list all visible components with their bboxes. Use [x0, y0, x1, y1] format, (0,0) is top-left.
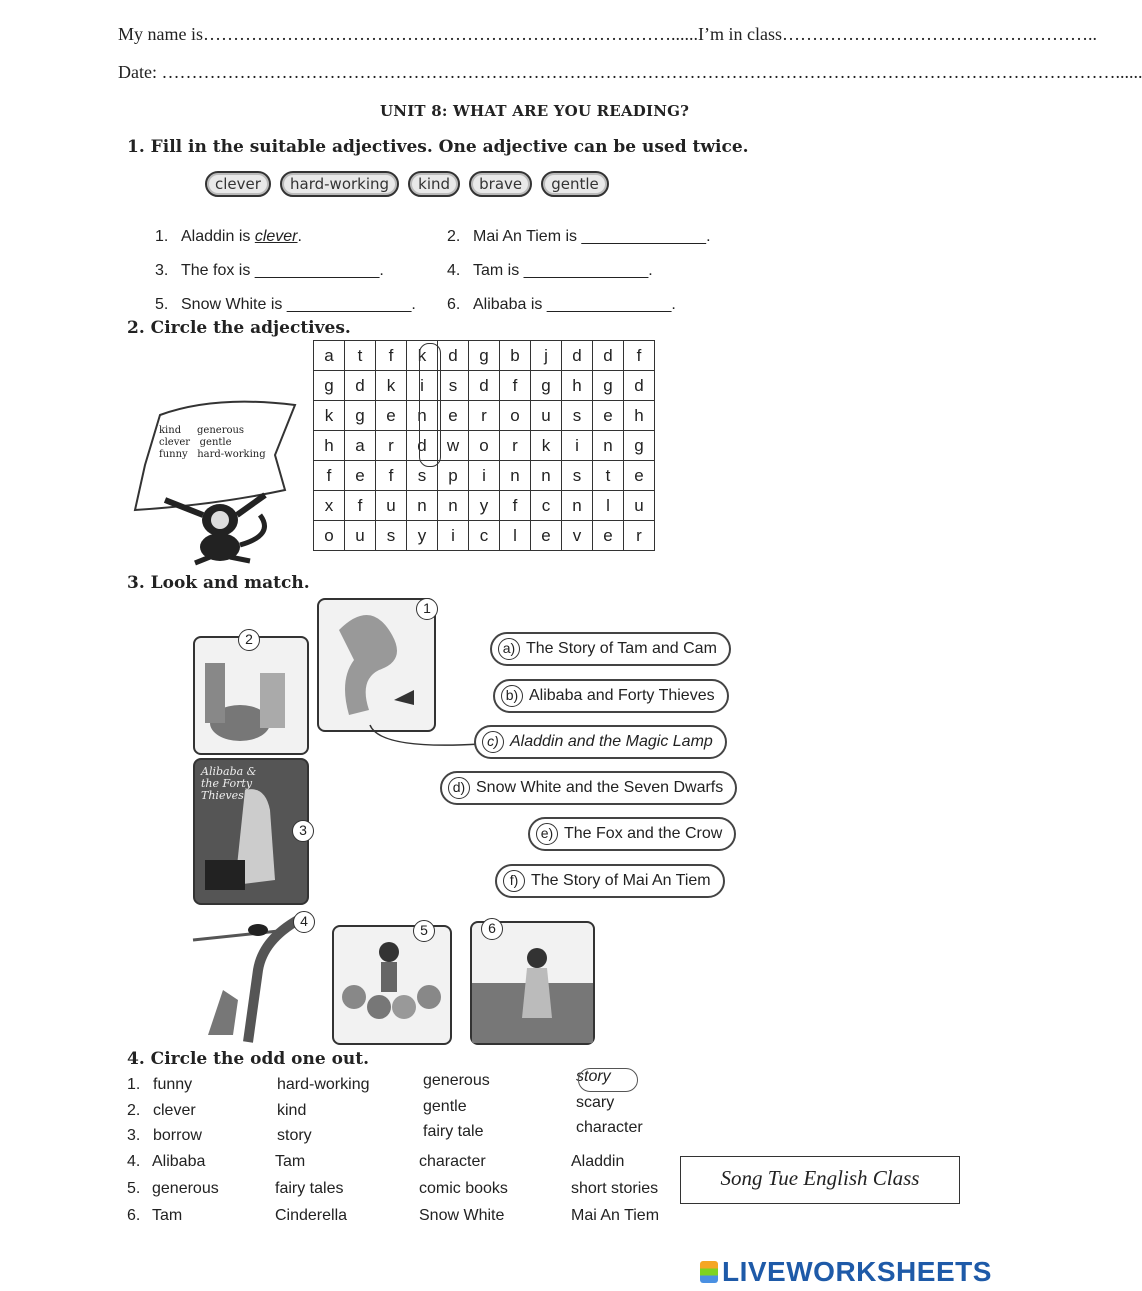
fill-item-2	[447, 228, 711, 246]
item-text: Alibaba is	[473, 296, 543, 313]
item-number: 4.	[447, 262, 461, 279]
grid-cell[interactable]: y	[469, 491, 500, 521]
grid-cell[interactable]: h	[314, 431, 345, 461]
grid-cell[interactable]: g	[624, 431, 655, 461]
grid-cell[interactable]: c	[531, 491, 562, 521]
grid-cell[interactable]: n	[407, 491, 438, 521]
fill-item-1	[155, 228, 302, 246]
fill-item-4	[447, 262, 653, 280]
odd-word[interactable]: clever	[153, 1102, 196, 1119]
grid-cell[interactable]: x	[314, 491, 345, 521]
grid-cell[interactable]: e	[531, 521, 562, 551]
grid-cell[interactable]: e	[593, 401, 624, 431]
monkey-icon	[125, 395, 300, 565]
grid-cell[interactable]: v	[562, 521, 593, 551]
item-text: Aladdin is	[181, 228, 251, 245]
grid-cell[interactable]: n	[562, 491, 593, 521]
item-end: .	[379, 262, 384, 279]
picture-snow-white[interactable]	[332, 925, 452, 1045]
picture-number: 4	[293, 911, 315, 933]
odd-word[interactable]: Mai An Tiem	[571, 1207, 660, 1224]
item-end: .	[671, 296, 676, 313]
date-line: Date: ……………………………………………………………………………………………………………………………………………......	[118, 62, 1142, 82]
section2-heading: 2. Circle the adjectives.	[127, 318, 351, 338]
odd-word[interactable]: Aladdin	[571, 1153, 625, 1170]
grid-cell[interactable]: u	[531, 401, 562, 431]
fill-item-5	[155, 296, 416, 314]
answer-blank[interactable]: ______________	[546, 296, 672, 313]
odd-word[interactable]: short stories	[571, 1180, 659, 1197]
odd-word[interactable]: borrow	[153, 1127, 202, 1144]
grid-cell[interactable]: n	[531, 461, 562, 491]
grid-cell[interactable]: f	[314, 461, 345, 491]
grid-cell[interactable]: i	[438, 521, 469, 551]
grid-cell[interactable]: f	[500, 491, 531, 521]
grid-row	[314, 371, 655, 401]
grid-cell[interactable]: k	[376, 371, 407, 401]
picture-number: 6	[481, 918, 503, 940]
sign-word: kind	[159, 425, 182, 436]
sign-word: funny	[159, 449, 188, 460]
picture-fox-crow[interactable]	[188, 910, 306, 1042]
sign-word: gentle	[199, 437, 232, 448]
grid-cell[interactable]: u	[345, 521, 376, 551]
unit-title: UNIT 8: WHAT ARE YOU READING?	[380, 102, 690, 120]
grid-cell[interactable]: s	[562, 401, 593, 431]
grid-cell[interactable]: d	[438, 341, 469, 371]
tam-cam-icon	[195, 638, 307, 753]
item-number: 2.	[447, 228, 461, 245]
grid-cell[interactable]: c	[469, 521, 500, 551]
grid-cell[interactable]: g	[314, 371, 345, 401]
odd-word[interactable]: character	[419, 1153, 486, 1170]
odd-word[interactable]: scary	[576, 1094, 615, 1111]
grid-cell[interactable]: d	[562, 341, 593, 371]
grid-cell[interactable]: d	[407, 431, 438, 461]
story-title: Snow White and the Seven Dwarfs	[476, 779, 724, 796]
monkey-sign-illustration	[125, 395, 300, 565]
grid-cell[interactable]: k	[407, 341, 438, 371]
grid-cell[interactable]: f	[376, 461, 407, 491]
snow-white-icon	[334, 927, 450, 1043]
grid-cell[interactable]: l	[593, 491, 624, 521]
sign-word: hard-working	[197, 449, 266, 460]
picture-number: 1	[416, 598, 438, 620]
grid-row	[314, 521, 655, 551]
grid-cell[interactable]: r	[500, 431, 531, 461]
grid-cell[interactable]: a	[345, 431, 376, 461]
grid-cell[interactable]: r	[376, 431, 407, 461]
story-option-e[interactable]	[528, 817, 736, 851]
grid-cell[interactable]: d	[469, 371, 500, 401]
item-end: .	[411, 296, 416, 313]
picture-number: 3	[292, 820, 314, 842]
grid-cell[interactable]: i	[469, 461, 500, 491]
grid-cell[interactable]: o	[469, 431, 500, 461]
grid-cell[interactable]: t	[593, 461, 624, 491]
word-bank-item: hard-working	[280, 171, 399, 197]
grid-row	[314, 491, 655, 521]
story-option-b[interactable]	[493, 679, 729, 713]
item-end: .	[648, 262, 653, 279]
grid-cell[interactable]: n	[407, 401, 438, 431]
odd-word[interactable]: Alibaba	[152, 1153, 206, 1170]
grid-table	[313, 340, 655, 551]
sign-words	[159, 425, 266, 461]
answer-blank[interactable]: ______________	[254, 262, 380, 279]
item-number: 1.	[155, 228, 169, 245]
grid-cell[interactable]: i	[562, 431, 593, 461]
story-title: Alibaba and Forty Thieves	[529, 687, 715, 704]
grid-cell[interactable]: h	[624, 401, 655, 431]
story-title: The Story of Mai An Tiem	[531, 872, 711, 889]
item-text: Mai An Tiem is	[473, 228, 578, 245]
grid-cell[interactable]: k	[314, 401, 345, 431]
item-end: .	[706, 228, 711, 245]
sign-word: clever	[159, 437, 191, 448]
answer-blank[interactable]: ______________	[581, 228, 707, 245]
answer-blank[interactable]: clever	[254, 228, 298, 245]
grid-cell[interactable]: r	[469, 401, 500, 431]
class-banner: Song Tue English Class	[680, 1156, 960, 1204]
grid-cell[interactable]: g	[345, 401, 376, 431]
item-number: 5.	[155, 296, 169, 313]
word-bank-item: kind	[408, 171, 460, 197]
odd-word[interactable]: funny	[153, 1076, 193, 1093]
odd-word[interactable]: fairy tales	[275, 1180, 344, 1197]
odd-word[interactable]: character	[576, 1119, 643, 1136]
grid-cell[interactable]: r	[624, 521, 655, 551]
grid-cell[interactable]: j	[531, 341, 562, 371]
picture-aladdin[interactable]	[317, 598, 436, 732]
item-text: The fox is	[181, 262, 251, 279]
grid-cell[interactable]: f	[345, 491, 376, 521]
grid-cell[interactable]: w	[438, 431, 469, 461]
word-bank-item: clever	[205, 171, 271, 197]
answer-blank[interactable]: ______________	[286, 296, 412, 313]
story-title: Aladdin and the Magic Lamp	[510, 733, 713, 750]
story-letter: b)	[501, 685, 523, 707]
item-number: 3.	[155, 262, 169, 279]
item-text: Tam is	[473, 262, 520, 279]
story-option-a[interactable]	[490, 632, 731, 666]
section1-heading: 1. Fill in the suitable adjectives. One adjective can be used twice.	[127, 137, 749, 157]
grid-cell[interactable]: f	[624, 341, 655, 371]
story-letter: c)	[482, 731, 504, 753]
grid-cell[interactable]: e	[438, 401, 469, 431]
answer-blank[interactable]: ______________	[523, 262, 649, 279]
grid-cell[interactable]: g	[531, 371, 562, 401]
name-class-line: My name is……………………………………………………………………......I’m in class……………………………………………..	[118, 24, 1097, 44]
grid-cell[interactable]: g	[593, 371, 624, 401]
word-bank	[205, 171, 613, 197]
word-bank-item: brave	[469, 171, 532, 197]
story-letter: d)	[448, 777, 470, 799]
grid-cell[interactable]: e	[593, 521, 624, 551]
grid-cell[interactable]: n	[438, 491, 469, 521]
liveworksheets-logo[interactable]	[700, 1256, 992, 1288]
odd-word[interactable]: generous	[423, 1072, 490, 1089]
grid-cell[interactable]: k	[531, 431, 562, 461]
grid-cell[interactable]: e	[345, 461, 376, 491]
odd-row-number: 5.	[127, 1180, 141, 1197]
grid-cell[interactable]: h	[562, 371, 593, 401]
odd-word[interactable]: fairy tale	[423, 1123, 484, 1140]
grid-row	[314, 401, 655, 431]
odd-word[interactable]: Snow White	[419, 1207, 505, 1224]
story-letter: f)	[503, 870, 525, 892]
brand-text: LIVEWORKSHEETS	[722, 1256, 992, 1287]
grid-cell[interactable]: n	[593, 431, 624, 461]
story-title: The Fox and the Crow	[564, 825, 723, 842]
picture-number: 2	[238, 629, 260, 651]
match-line	[360, 720, 490, 760]
fill-item-6	[447, 296, 676, 314]
grid-row	[314, 341, 655, 371]
odd-row-number: 3.	[127, 1127, 141, 1144]
story-circle	[578, 1068, 638, 1092]
item-number: 6.	[447, 296, 461, 313]
grid-cell[interactable]: n	[500, 461, 531, 491]
grid-row	[314, 461, 655, 491]
grid-cell[interactable]: s	[438, 371, 469, 401]
grid-cell[interactable]: s	[562, 461, 593, 491]
grid-cell[interactable]: e	[624, 461, 655, 491]
story-option-d[interactable]	[440, 771, 737, 805]
odd-word[interactable]: gentle	[423, 1098, 467, 1115]
grid-cell[interactable]: l	[500, 521, 531, 551]
kind-circle	[419, 343, 441, 467]
grid-cell[interactable]: d	[593, 341, 624, 371]
story-option-f[interactable]	[495, 864, 725, 898]
fill-item-3	[155, 262, 384, 280]
grid-cell[interactable]: f	[376, 341, 407, 371]
grid-cell[interactable]: u	[376, 491, 407, 521]
grid-cell[interactable]: b	[500, 341, 531, 371]
sign-word: generous	[197, 425, 245, 436]
grid-cell[interactable]: e	[376, 401, 407, 431]
odd-word[interactable]: Tam	[275, 1153, 306, 1170]
grid-cell[interactable]: y	[407, 521, 438, 551]
picture-tam-cam[interactable]	[193, 636, 309, 755]
story-title: The Story of Tam and Cam	[526, 640, 717, 657]
grid-cell[interactable]: d	[624, 371, 655, 401]
odd-word[interactable]: generous	[152, 1180, 219, 1197]
odd-row-number: 4.	[127, 1153, 141, 1170]
section3-heading: 3. Look and match.	[127, 573, 310, 593]
alibaba-caption: Alibaba & the Forty Thieves	[201, 765, 257, 802]
odd-word[interactable]: Tam	[152, 1207, 183, 1224]
odd-row-number: 6.	[127, 1207, 141, 1224]
word-search-grid	[313, 340, 655, 551]
item-text: Snow White is	[181, 296, 283, 313]
grid-cell[interactable]: t	[345, 341, 376, 371]
odd-word[interactable]: Cinderella	[275, 1207, 348, 1224]
grid-cell[interactable]: p	[438, 461, 469, 491]
odd-word[interactable]: comic books	[419, 1180, 508, 1197]
brand-icon	[700, 1261, 718, 1283]
odd-word[interactable]: story	[576, 1068, 611, 1085]
section4-heading: 4. Circle the odd one out.	[127, 1049, 370, 1069]
story-option-c[interactable]	[474, 725, 727, 759]
grid-cell[interactable]: u	[624, 491, 655, 521]
mai-an-tiem-icon	[472, 923, 593, 1043]
grid-row	[314, 431, 655, 461]
word-bank-item: gentle	[541, 171, 609, 197]
item-end: .	[297, 228, 302, 245]
story-letter: a)	[498, 638, 520, 660]
grid-cell[interactable]: i	[407, 371, 438, 401]
odd-word[interactable]: hard-working	[277, 1076, 370, 1093]
grid-cell[interactable]: d	[345, 371, 376, 401]
odd-word[interactable]: kind	[277, 1102, 307, 1119]
grid-cell[interactable]: s	[407, 461, 438, 491]
grid-cell[interactable]: f	[500, 371, 531, 401]
grid-cell[interactable]: o	[314, 521, 345, 551]
odd-word[interactable]: story	[277, 1127, 312, 1144]
story-letter: e)	[536, 823, 558, 845]
odd-row-number: 2.	[127, 1102, 141, 1119]
fox-crow-icon	[188, 910, 306, 1042]
grid-cell[interactable]: o	[500, 401, 531, 431]
grid-cell[interactable]: a	[314, 341, 345, 371]
odd-row-number: 1.	[127, 1076, 141, 1093]
genie-icon	[319, 600, 434, 730]
grid-cell[interactable]: g	[469, 341, 500, 371]
picture-number: 5	[413, 920, 435, 942]
grid-cell[interactable]: s	[376, 521, 407, 551]
